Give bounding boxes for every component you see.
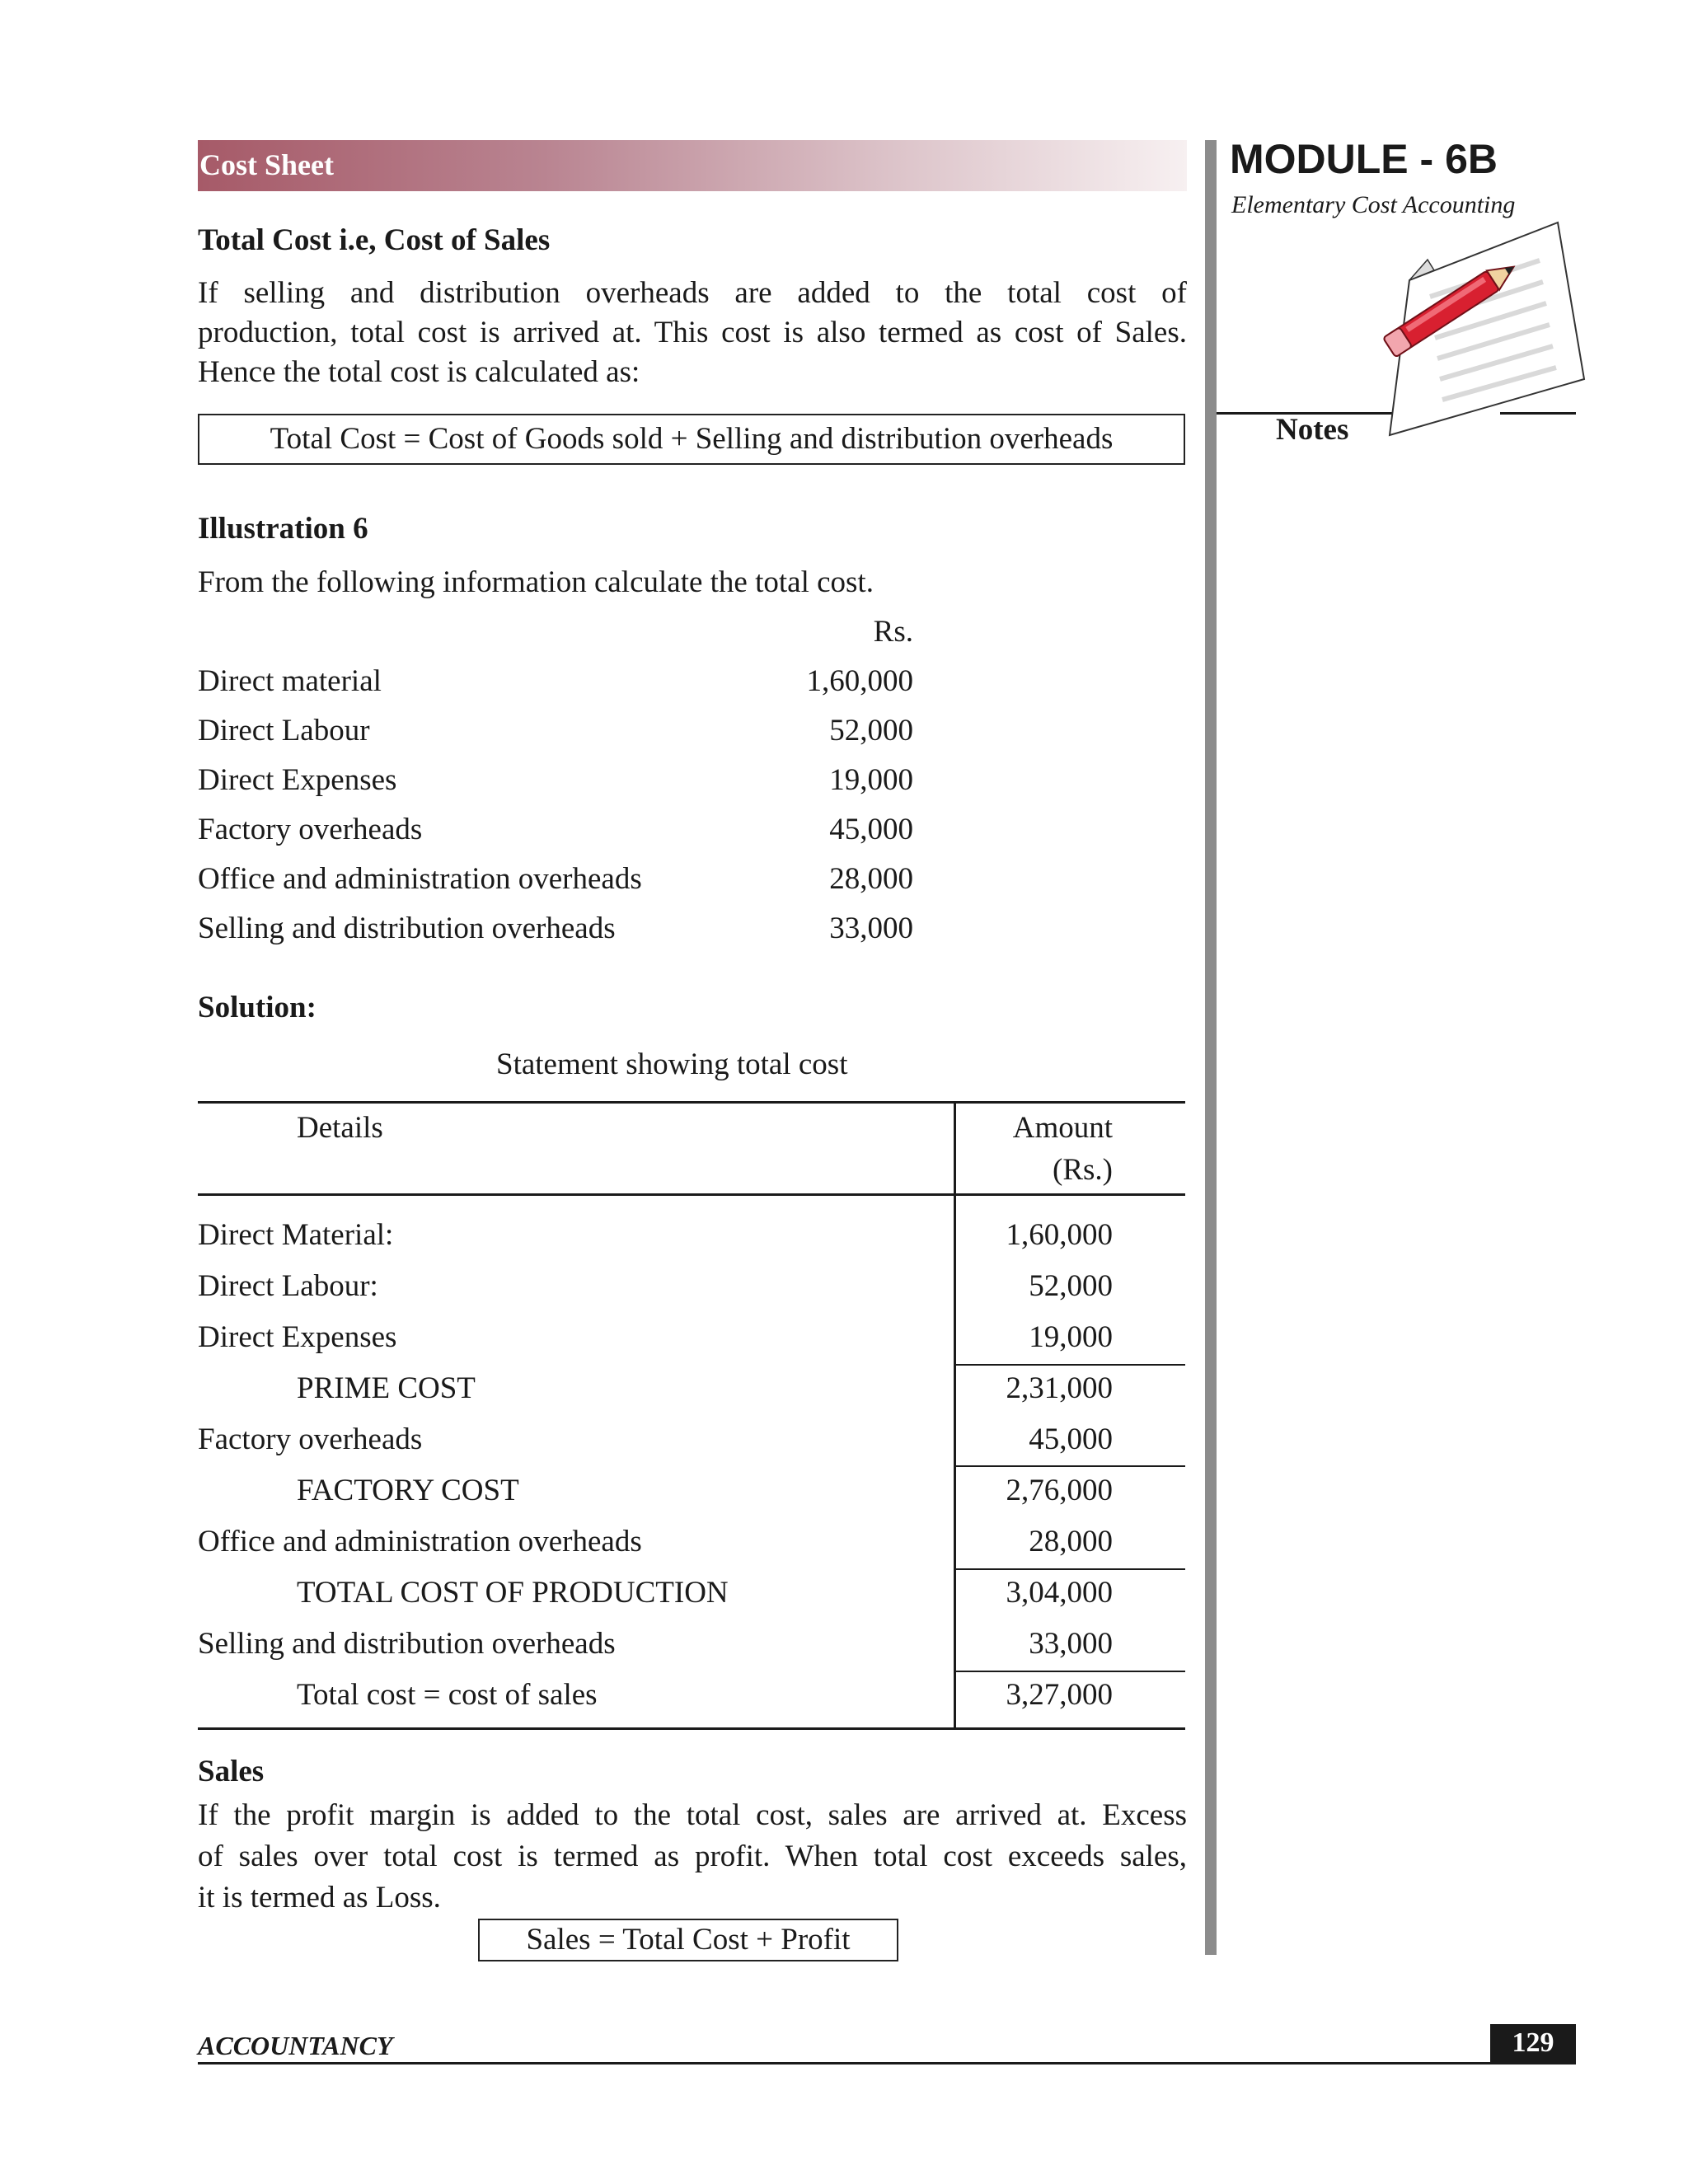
illustration-item-label: Selling and distribution overheads — [198, 912, 616, 945]
section-title: Cost Sheet — [199, 148, 334, 181]
subtotal-rule — [954, 1568, 1185, 1570]
paragraph-line: of sales over total cost is termed as profit. When total cost exceeds sales, — [198, 1840, 1187, 1873]
table-row-value: 28,000 — [1029, 1525, 1113, 1558]
table-header-rule — [198, 1193, 1185, 1196]
solution-heading: Solution: — [198, 991, 316, 1024]
table-row-value: 2,31,000 — [1006, 1371, 1113, 1405]
subtotal-rule — [954, 1465, 1185, 1467]
illustration-item-value: 45,000 — [829, 813, 913, 846]
table-row-value: 3,27,000 — [1006, 1678, 1113, 1712]
table-row-value: 19,000 — [1029, 1320, 1113, 1354]
section-header-bar — [198, 140, 1187, 191]
paragraph-line: Hence the total cost is calculated as: — [198, 355, 640, 389]
table-row-label: Direct Expenses — [198, 1320, 397, 1354]
table-top-rule — [198, 1101, 1185, 1104]
illustration-item-value: 19,000 — [829, 763, 913, 797]
illustration-item-value: 1,60,000 — [806, 664, 913, 698]
table-row-value: 52,000 — [1029, 1269, 1113, 1303]
table-row-label: FACTORY COST — [297, 1474, 519, 1507]
notes-pencil-icon — [1352, 214, 1591, 445]
column-header-amount: Amount — [1012, 1111, 1113, 1145]
illustration-currency: Rs. — [873, 615, 913, 649]
table-row-value: 1,60,000 — [1006, 1218, 1113, 1252]
table-row-value: 3,04,000 — [1006, 1576, 1113, 1610]
table-row-value: 45,000 — [1029, 1422, 1113, 1456]
notes-label: Notes — [1276, 413, 1349, 447]
illustration-item-value: 28,000 — [829, 862, 913, 896]
table-row-label: Direct Labour: — [198, 1269, 378, 1303]
table-bottom-rule — [198, 1727, 1185, 1730]
total-cost-heading: Total Cost i.e, Cost of Sales — [198, 223, 551, 257]
sales-paragraph — [198, 1795, 1187, 1919]
module-title: MODULE - 6B — [1230, 136, 1498, 182]
illustration-item-value: 33,000 — [829, 912, 913, 945]
total-cost-paragraph — [198, 274, 1187, 392]
table-row-label: TOTAL COST OF PRODUCTION — [297, 1576, 729, 1610]
page-number: 129 — [1490, 2024, 1576, 2064]
paragraph-line: If selling and distribution overheads are added to the total cost of — [198, 276, 1187, 310]
margin-divider — [1205, 140, 1217, 1955]
sales-heading: Sales — [198, 1755, 265, 1788]
sales-formula-box: Sales = Total Cost + Profit — [478, 1919, 898, 1961]
table-row-label: Total cost = cost of sales — [297, 1678, 598, 1712]
illustration-item-label: Office and administration overheads — [198, 862, 642, 896]
paragraph-line: If the profit margin is added to the total cost, sales are arrived at. Excess — [198, 1798, 1187, 1832]
illustration-item-label: Factory overheads — [198, 813, 423, 846]
illustration-question: From the following information calculate the total cost. — [198, 565, 874, 599]
column-header-details: Details — [297, 1111, 383, 1145]
subtotal-rule — [954, 1364, 1185, 1366]
subtotal-rule — [954, 1671, 1185, 1672]
paragraph-line: it is termed as Loss. — [198, 1881, 441, 1915]
table-row-label: Selling and distribution overheads — [198, 1627, 616, 1661]
column-header-amount-unit: (Rs.) — [1053, 1153, 1113, 1187]
statement-title: Statement showing total cost — [496, 1047, 848, 1081]
footer-subject: ACCOUNTANCY — [198, 2031, 393, 2060]
total-cost-formula-box: Total Cost = Cost of Goods sold + Selling and distribution overheads — [198, 414, 1185, 465]
illustration-item-value: 52,000 — [829, 714, 913, 748]
table-row-label: Factory overheads — [198, 1422, 423, 1456]
illustration-item-label: Direct Expenses — [198, 763, 397, 797]
illustration-item-label: Direct Labour — [198, 714, 370, 748]
paragraph-line: production, total cost is arrived at. This cost is also termed as cost of Sales. — [198, 316, 1187, 349]
footer-rule — [198, 2062, 1576, 2064]
table-row-value: 2,76,000 — [1006, 1474, 1113, 1507]
illustration-heading: Illustration 6 — [198, 512, 368, 546]
table-row-value: 33,000 — [1029, 1627, 1113, 1661]
table-row-label: Direct Material: — [198, 1218, 394, 1252]
module-subtitle: Elementary Cost Accounting — [1231, 191, 1516, 218]
illustration-item-label: Direct material — [198, 664, 382, 698]
table-row-label: PRIME COST — [297, 1371, 476, 1405]
table-row-label: Office and administration overheads — [198, 1525, 642, 1558]
